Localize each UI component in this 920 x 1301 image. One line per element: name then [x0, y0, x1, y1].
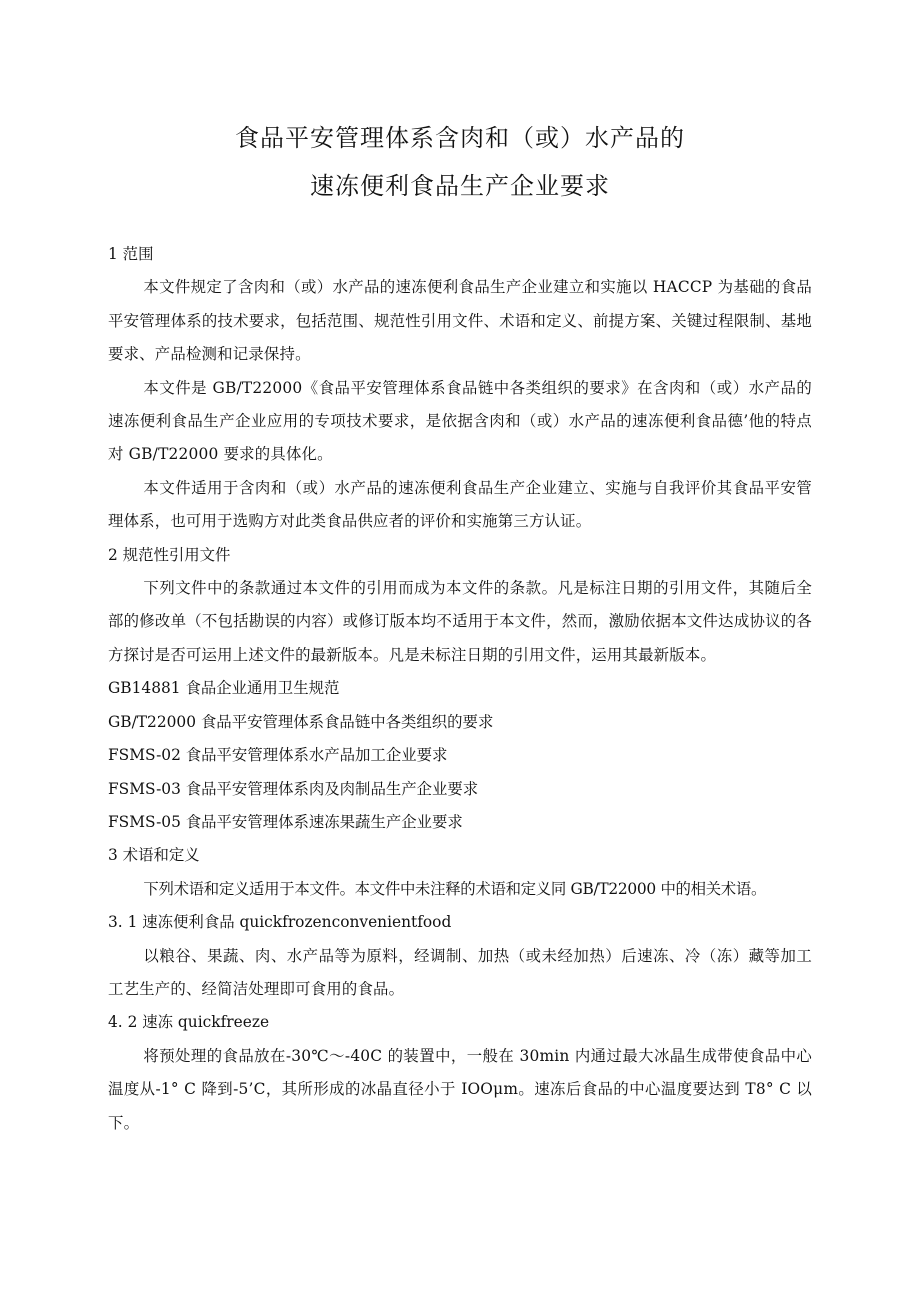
term-2-heading: 4. 2 速冻 quickfreeze — [108, 1013, 270, 1032]
document-title-line-2: 速冻便利食品生产企业要求 — [310, 172, 610, 200]
reference-item: GB/T22000 食品平安管理体系食品链中各类组织的要求 — [108, 712, 494, 731]
reference-item: GB14881 食品企业通用卫生规范 — [108, 679, 340, 698]
reference-item: FSMS-02 食品平安管理体系水产品加工企业要求 — [108, 746, 448, 765]
section-2-paragraph-1: 下列文件中的条款通过本文件的引用而成为本文件的条款。凡是标注日期的引用文件，其随后全部的修改单（不包括勘误的内容）或修订版本均不适用于本文件，然而，激励依据本文件达成协议的各方探讨是否可运用上述文件的最新版本。凡是未标注日期的引用文件，运用其最新版本。 — [108, 579, 812, 664]
term-1-heading: 3. 1 速冻便利食品 quickfrozenconvenientfood — [108, 913, 452, 932]
section-1-paragraph-2: 本文件是 GB/T22000《食品平安管理体系食品链中各类组织的要求》在含肉和（或）水产品的速冻便利食品生产企业应用的专项技术要求，是依据含肉和（或）水产品的速冻便利食品德’他的特点对 GB/T22000 要求的具体化。 — [108, 378, 812, 464]
section-2-heading: 2 规范性引用文件 — [108, 545, 231, 564]
document-body — [108, 238, 812, 1140]
section-1-heading: 1 范围 — [108, 245, 154, 263]
section-3-paragraph-1: 下列术语和定义适用于本文件。本文件中未注释的术语和定义同 GB/T22000 中的相关术语。 — [143, 879, 767, 898]
reference-item: FSMS-03 食品平安管理体系肉及肉制品生产企业要求 — [108, 779, 479, 798]
section-1-paragraph-1: 本文件规定了含肉和（或）水产品的速冻便利食品生产企业建立和实施以 HACCP 为基础的食品平安管理体系的技术要求，包括范围、规范性引用文件、术语和定义、前提方案、关键过程限制、基地要求、产品检测和记录保持。 — [108, 278, 812, 364]
term-2-definition: 将预处理的食品放在-30℃～-40C 的装置中，一般在 30min 内通过最大冰晶生成带使食品中心温度从-1° C 降到-5’C，其所形成的冰晶直径小于 IOOμm。速冻后食品的中心温度要达到 T8° C 以下。 — [108, 1046, 812, 1132]
section-3-heading: 3 术语和定义 — [108, 846, 200, 865]
document-title-line-1: 食品平安管理体系含肉和（或）水产品的 — [235, 124, 685, 152]
section-1-paragraph-3: 本文件适用于含肉和（或）水产品的速冻便利食品生产企业建立、实施与自我评价其食品平安管理体系，也可用于选购方对此类食品供应者的评价和实施第三方认证。 — [108, 478, 812, 531]
term-1-definition: 以粮谷、果蔬、肉、水产品等为原料，经调制、加热（或未经加热）后速冻、冷（冻）藏等加工工艺生产的、经简洁处理即可食用的食品。 — [108, 946, 812, 998]
reference-item: FSMS-05 食品平安管理体系速冻果蔬生产企业要求 — [108, 812, 463, 831]
